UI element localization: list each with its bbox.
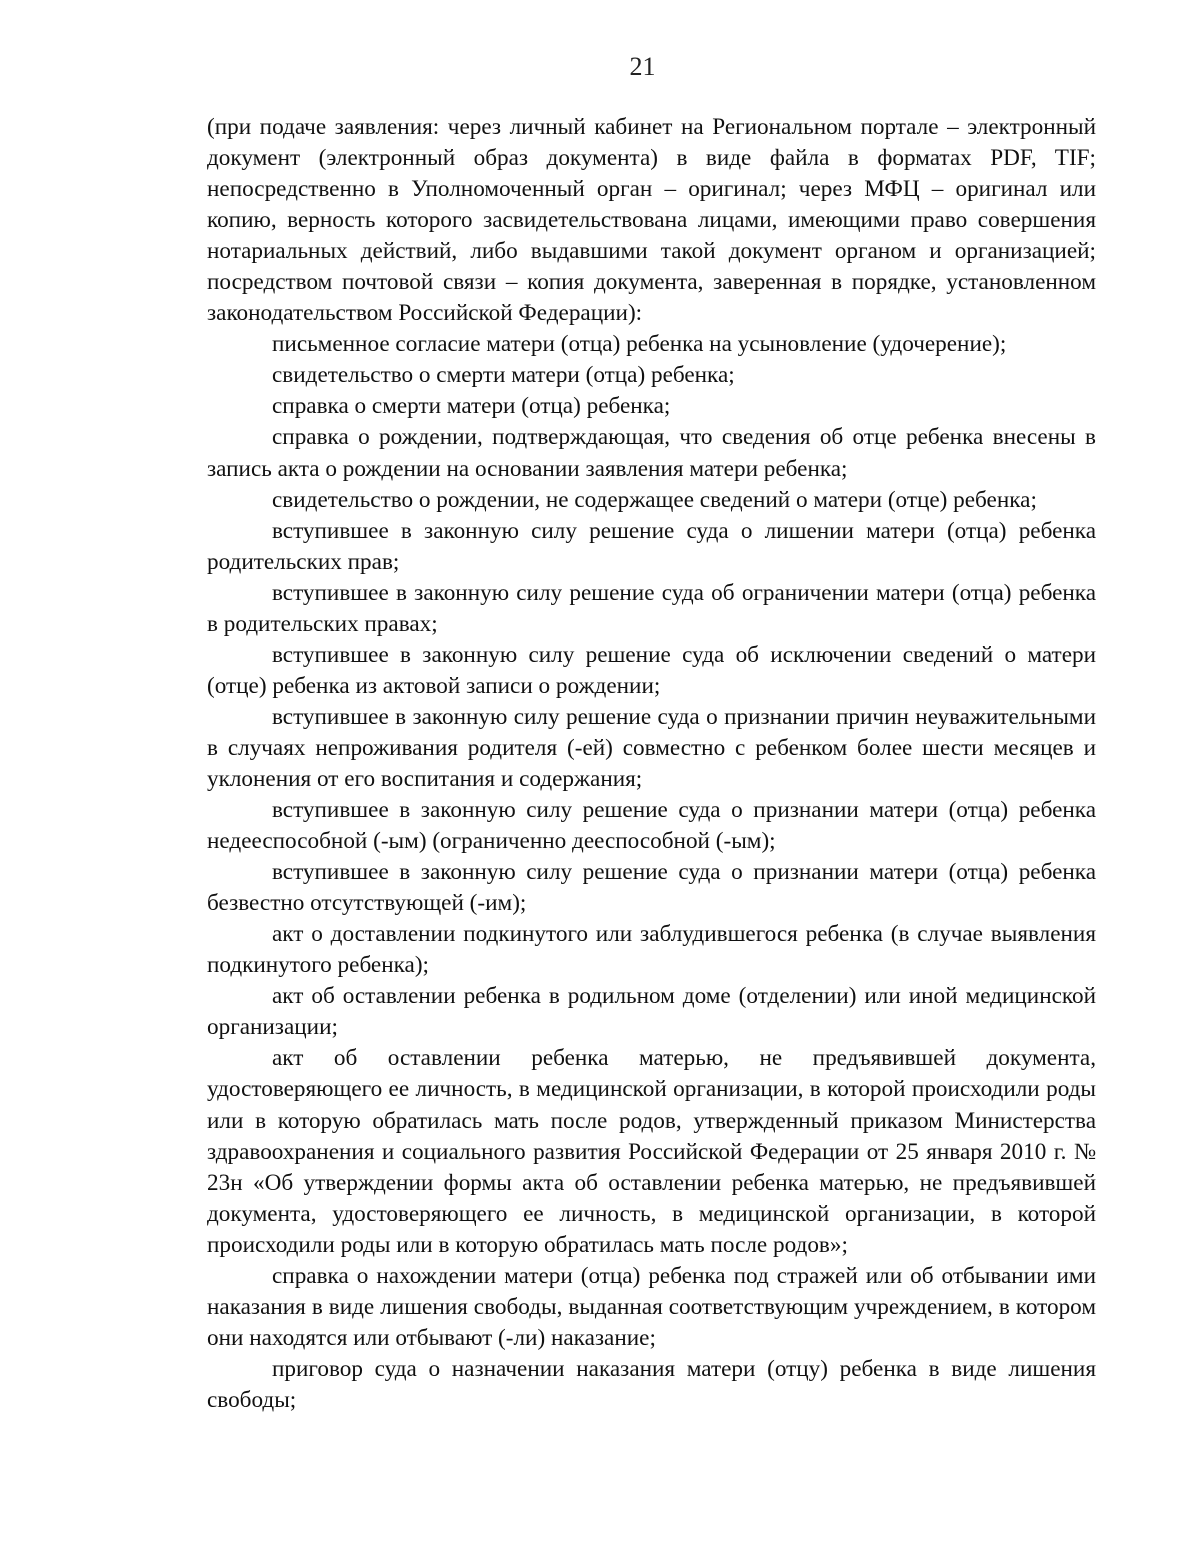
document-body: [207, 112, 1096, 1416]
list-item: свидетельство о рождении, не содержащее сведений о матери (отце) ребенка;: [272, 486, 1037, 513]
list-item: вступившее в законную силу решение суда о признании матери (отца) ребенка безвестно отсутствующей (-им);: [207, 859, 1096, 917]
intro-paragraph: (при подаче заявления: через личный кабинет на Региональном портале – электронный документ (электронный образ документа) в виде файла в форматах PDF, TIF; непосредственно в Уполномоченный орган – оригинал; через МФЦ – оригинал или копию, верность которого засвидетельствована лицами, имеющими право совершения нотариальных действий, либо выдавшими такой документ органом и организацией; посредством почтовой связи – копия документа, заверенная в порядке, установленном законодательством Российской Федерации):: [207, 114, 1096, 327]
list-item: справка о нахождении матери (отца) ребенка под стражей или об отбывании ими наказания в виде лишения свободы, выданная соответствующим учреждением, в котором они находятся или отбывают (-ли) наказание;: [207, 1262, 1096, 1351]
list-item: вступившее в законную силу решение суда о лишении матери (отца) ребенка родительских прав;: [207, 517, 1096, 575]
list-item: вступившее в законную силу решение суда о признании причин неуважительными в случаях непроживания родителя (-ей) совместно с ребенком более шести месяцев и уклонения от его воспитания и содержания;: [207, 703, 1096, 792]
page-number: 21: [629, 52, 656, 81]
list-item: письменное согласие матери (отца) ребенка на усыновление (удочерение);: [272, 331, 1007, 358]
list-item: акт об оставлении ребенка в родильном доме (отделении) или иной медицинской организации;: [207, 983, 1096, 1041]
list-item: справка о смерти матери (отца) ребенка;: [272, 393, 671, 420]
list-item: справка о рождении, подтверждающая, что сведения об отце ребенка внесены в запись акта о рождении на основании заявления матери ребенка;: [207, 424, 1096, 482]
list-item: вступившее в законную силу решение суда об исключении сведений о матери (отце) ребенка из актовой записи о рождении;: [207, 641, 1096, 699]
list-item: вступившее в законную силу решение суда о признании матери (отца) ребенка недееспособной (-ым) (ограниченно дееспособной (-ым);: [207, 797, 1096, 855]
list-item: акт об оставлении ребенка матерью, не предъявившей документа, удостоверяющего ее личность, в медицинской организации, в которой происходили роды или в которую обратилась мать после родов, утвержденный приказом Министерства здравоохранения и социального развития Российской Федерации от 25 января 2010 г. № 23н «Об утверждении формы акта об оставлении ребенка матерью, не предъявившей документа, удостоверяющего ее личность, в медицинской организации, в которой происходили роды или в которую обратилась мать после родов»;: [207, 1045, 1096, 1258]
list-item: акт о доставлении подкинутого или заблудившегося ребенка (в случае выявления подкинутого ребенка);: [207, 921, 1096, 979]
list-item: приговор суда о назначении наказания матери (отцу) ребенка в виде лишения свободы;: [207, 1355, 1096, 1413]
list-item: вступившее в законную силу решение суда об ограничении матери (отца) ребенка в родительских правах;: [207, 579, 1096, 637]
list-item: свидетельство о смерти матери (отца) ребенка;: [272, 362, 735, 389]
